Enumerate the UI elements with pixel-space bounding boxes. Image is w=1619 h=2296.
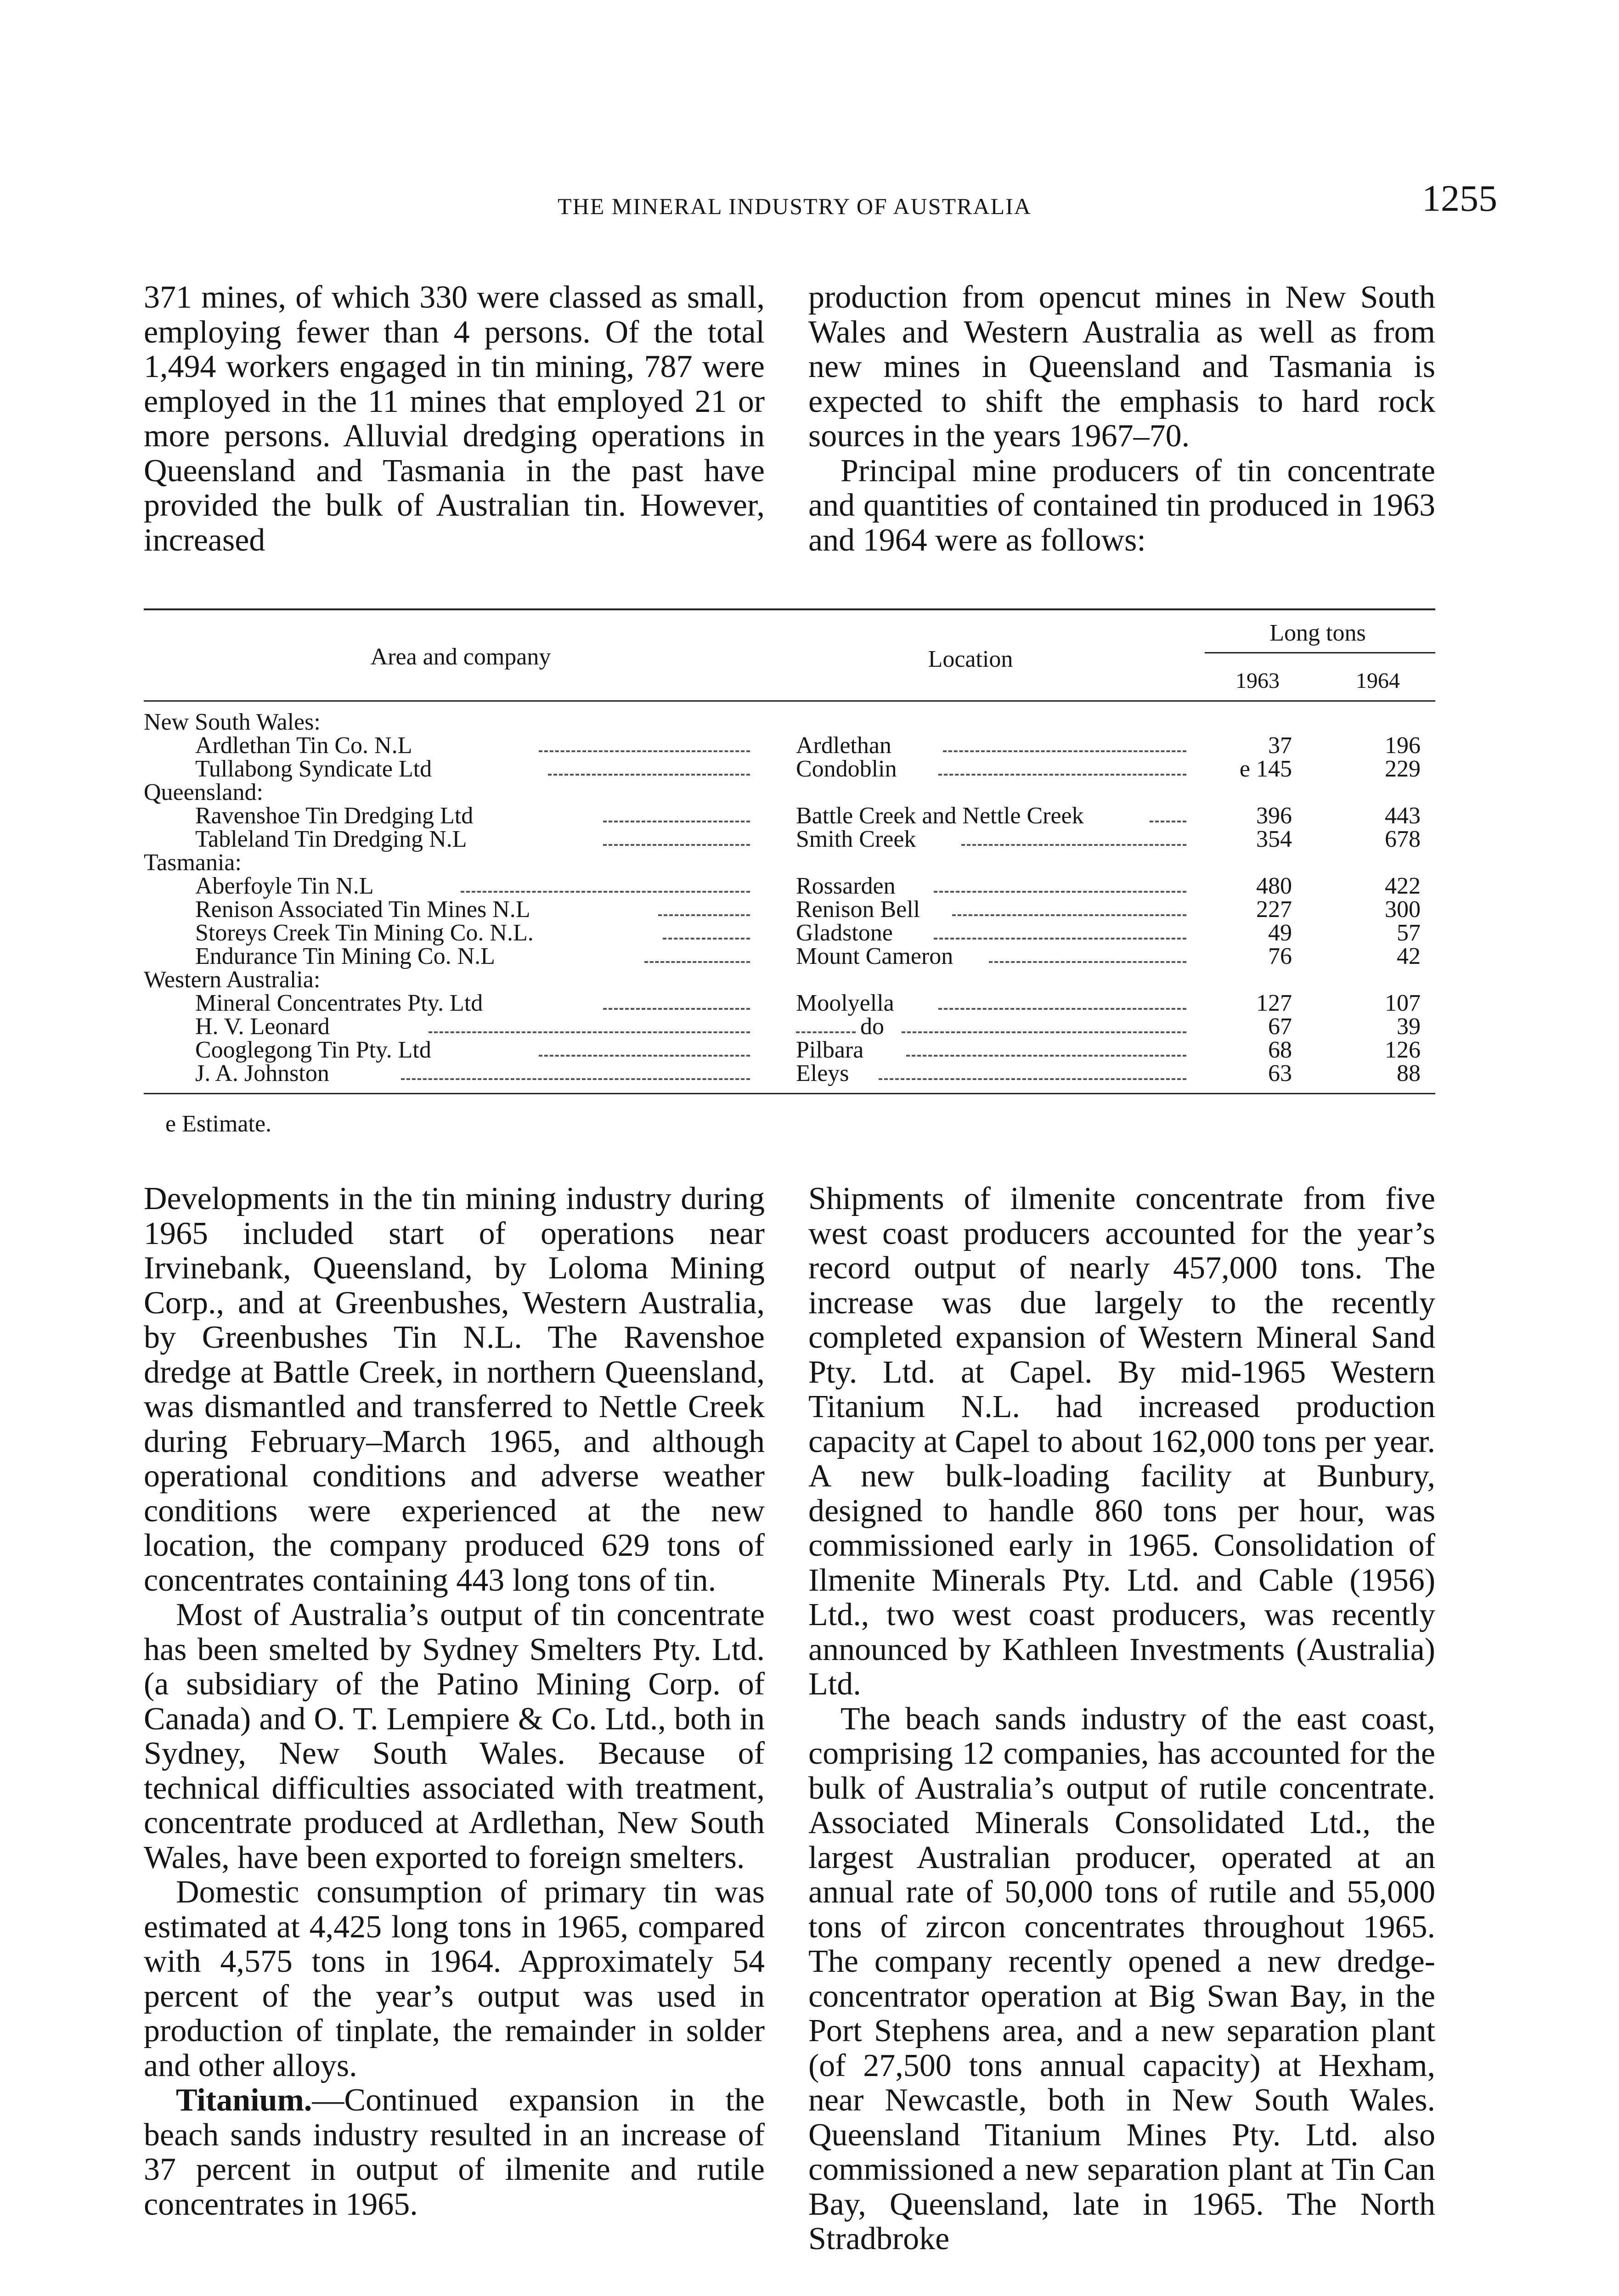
top-right-column (808, 280, 1435, 557)
group-rule (1205, 652, 1435, 653)
location: Battle Creek and Nettle Creek (796, 803, 1084, 829)
value-1964: 88 (1397, 1060, 1421, 1086)
value-1963: 67 (1268, 1013, 1292, 1040)
value-1964: 196 (1385, 732, 1421, 759)
column-header-area-company: Area and company (370, 644, 551, 670)
table-row (144, 1062, 1435, 1085)
table-row (144, 874, 1435, 898)
table-row (144, 1038, 1435, 1062)
value-1963: 49 (1268, 920, 1292, 946)
column-header-1964: 1964 (1356, 669, 1400, 693)
value-1963: 396 (1256, 803, 1292, 829)
value-1963: 63 (1268, 1060, 1292, 1086)
paragraph: Shipments of ilmenite concentrate from five west coast producers accounted for the year’s record output of nearly 457,000 tons. The increase was due largely to the recently completed expansion of Western Mineral Sand Pty. Ltd. at Capel. By mid-1965 Western Titanium N.L. had increased production capacity at Capel to about 162,000 tons per year. A new bulk-loading facility at Bunbury, designed to handle 860 tons per hour, was commissioned early in 1965. Consolidation of Ilmenite Minerals Pty. Ltd. and Cable (1956) Ltd., two west coast producers, was recently announced by Kathleen Investments (Australia) Ltd. (808, 1181, 1435, 1702)
location: Renison Bell (796, 896, 920, 923)
value-1964: 678 (1385, 826, 1421, 852)
value-1963: 37 (1268, 732, 1292, 759)
company: Tableland Tin Dredging N.L (195, 826, 467, 852)
company: Mineral Concentrates Pty. Ltd (195, 990, 483, 1016)
location: Moolyella (796, 990, 894, 1016)
table-row (144, 921, 1435, 945)
value-1963: 480 (1256, 873, 1292, 899)
paragraph: Principal mine producers of tin concentrate and quantities of contained tin produced in 1963 and 1964 were as follows: (808, 453, 1435, 558)
value-1964: 229 (1385, 756, 1421, 782)
location: Smith Creek (796, 826, 916, 852)
company: Cooglegong Tin Pty. Ltd (195, 1037, 431, 1063)
table-bottom-rule (144, 1093, 1435, 1094)
table-row (144, 734, 1435, 757)
titanium-text: —Continued expansion in the beach sands industry resulted in an increase of 37 percent in output of ilmenite and rutile concentrates in 1965. (144, 2082, 765, 2222)
value-1963: 127 (1256, 990, 1292, 1016)
column-header-1963: 1963 (1235, 669, 1280, 693)
value-1964: 300 (1385, 896, 1421, 923)
value-1964: 57 (1397, 920, 1421, 946)
location: Mount Cameron (796, 943, 953, 969)
header-rule (144, 700, 1435, 702)
company: Endurance Tin Mining Co. N.L (195, 943, 495, 969)
value-1964: 107 (1385, 990, 1421, 1016)
paragraph: Domestic consumption of primary tin was estimated at 4,425 long tons in 1965, compared with 4,575 tons in 1964. Approximately 54 percent of the year’s output was used in production of tinplate, the remainder in solder and other alloys. (144, 1874, 765, 2083)
running-head: THE MINERAL INDUSTRY OF AUSTRALIA (558, 193, 1032, 219)
page-number: 1255 (1422, 177, 1497, 219)
tin-producers-table (144, 608, 1435, 1127)
value-1963: 68 (1268, 1037, 1292, 1063)
location: Pilbara (796, 1037, 864, 1063)
bottom-left-column (144, 1182, 765, 2222)
table-row (144, 804, 1435, 827)
company: Aberfoyle Tin N.L (195, 873, 374, 899)
company: H. V. Leonard (195, 1013, 330, 1040)
table-row (144, 991, 1435, 1015)
company: Tullabong Syndicate Ltd (195, 756, 432, 782)
paragraph: The beach sands industry of the east coast, comprising 12 companies, has accounted for the bulk of Australia’s output of rutile concentrate. Associated Minerals Consolidated Ltd., the largest Australian producer, operated at an annual rate of 50,000 tons of rutile and 55,000 tons of zircon concentrates throughout 1965. The company recently opened a new dredge-concentrator operation at Big Swan Bay, in the Port Stephens area, and a new separation plant (of 27,500 tons annual capacity) at Hexham, near Newcastle, both in New South Wales. Queensland Titanium Mines Pty. Ltd. also commissioned a new separation plant at Tin Can Bay, Queensland, late in 1965. The North Stradbroke (808, 1701, 1435, 2257)
table-row (144, 898, 1435, 921)
location: Ardlethan (796, 732, 891, 759)
value-1964: 42 (1397, 943, 1421, 969)
value-1964: 443 (1385, 803, 1421, 829)
value-1964: 39 (1397, 1013, 1421, 1040)
location: do (860, 1013, 884, 1040)
location: Rossarden (796, 873, 896, 899)
company: Ardlethan Tin Co. N.L (195, 732, 412, 759)
company: Ravenshoe Tin Dredging Ltd (195, 803, 474, 829)
table-row (144, 1015, 1435, 1038)
table-row (144, 827, 1435, 851)
paragraph: Most of Australia’s output of tin concentrate has been smelted by Sydney Smelters Pty. Ltd. (a subsidiary of the Patino Mining Corp. of Canada) and O. T. Lempiere & Co. Ltd., both in Sydney, New South Wales. Because of technical difficulties associated with treatment, concentrate produced at Ardlethan, New South Wales, have been exported to foreign smelters. (144, 1597, 765, 1875)
table-top-rule (144, 608, 1435, 610)
table-row (144, 945, 1435, 968)
paragraph: 371 mines, of which 330 were classed as small, employing fewer than 4 persons. Of the total 1,494 workers engaged in tin mining, 787 were employed in the 11 mines that employed 21 or more persons. Alluvial dredging operations in Queensland and Tasmania in the past have provided the bulk of Australian tin. However, increased (144, 280, 765, 558)
region-label: Western Australia: (144, 967, 321, 993)
value-1964: 126 (1385, 1037, 1421, 1063)
top-left-column (144, 280, 765, 557)
location: Eleys (796, 1060, 849, 1086)
location: Condoblin (796, 756, 897, 782)
company: Storeys Creek Tin Mining Co. N.L. (195, 920, 534, 946)
company: Renison Associated Tin Mines N.L (195, 896, 530, 923)
region-label: Tasmania: (144, 850, 242, 876)
column-header-long-tons: Long tons (1269, 620, 1366, 646)
region-label: New South Wales: (144, 709, 321, 735)
location: Gladstone (796, 920, 893, 946)
company: J. A. Johnston (195, 1060, 329, 1086)
table-row (144, 757, 1435, 781)
value-1963: e 145 (1239, 756, 1292, 782)
value-1963: 76 (1268, 943, 1292, 969)
paragraph: Developments in the tin mining industry during 1965 included start of operations near Irvinebank, Queensland, by Loloma Mining Corp., and at Greenbushes, Western Australia, by Greenbushes Tin N.L. The Ravenshoe dredge at Battle Creek, in northern Queensland, was dismantled and transferred to Nettle Creek during February–March 1965, and although operational conditions and adverse weather conditions were experienced at the new location, the company produced 629 tons of concentrates containing 443 long tons of tin. (144, 1181, 765, 1598)
column-header-location: Location (928, 646, 1013, 672)
value-1964: 422 (1385, 873, 1421, 899)
value-1963: 354 (1256, 826, 1292, 852)
region-label: Queensland: (144, 779, 263, 805)
paragraph: production from opencut mines in New South Wales and Western Australia as well as from new mines in Queensland and Tasmania is expected to shift the emphasis to hard rock sources in the years 1967–70. (808, 280, 1435, 454)
titanium-paragraph (144, 2083, 765, 2222)
titanium-heading: Titanium. (176, 2082, 312, 2118)
value-1963: 227 (1256, 896, 1292, 923)
bottom-right-column (808, 1182, 1435, 2257)
table-footnote: e Estimate. (165, 1111, 272, 1137)
